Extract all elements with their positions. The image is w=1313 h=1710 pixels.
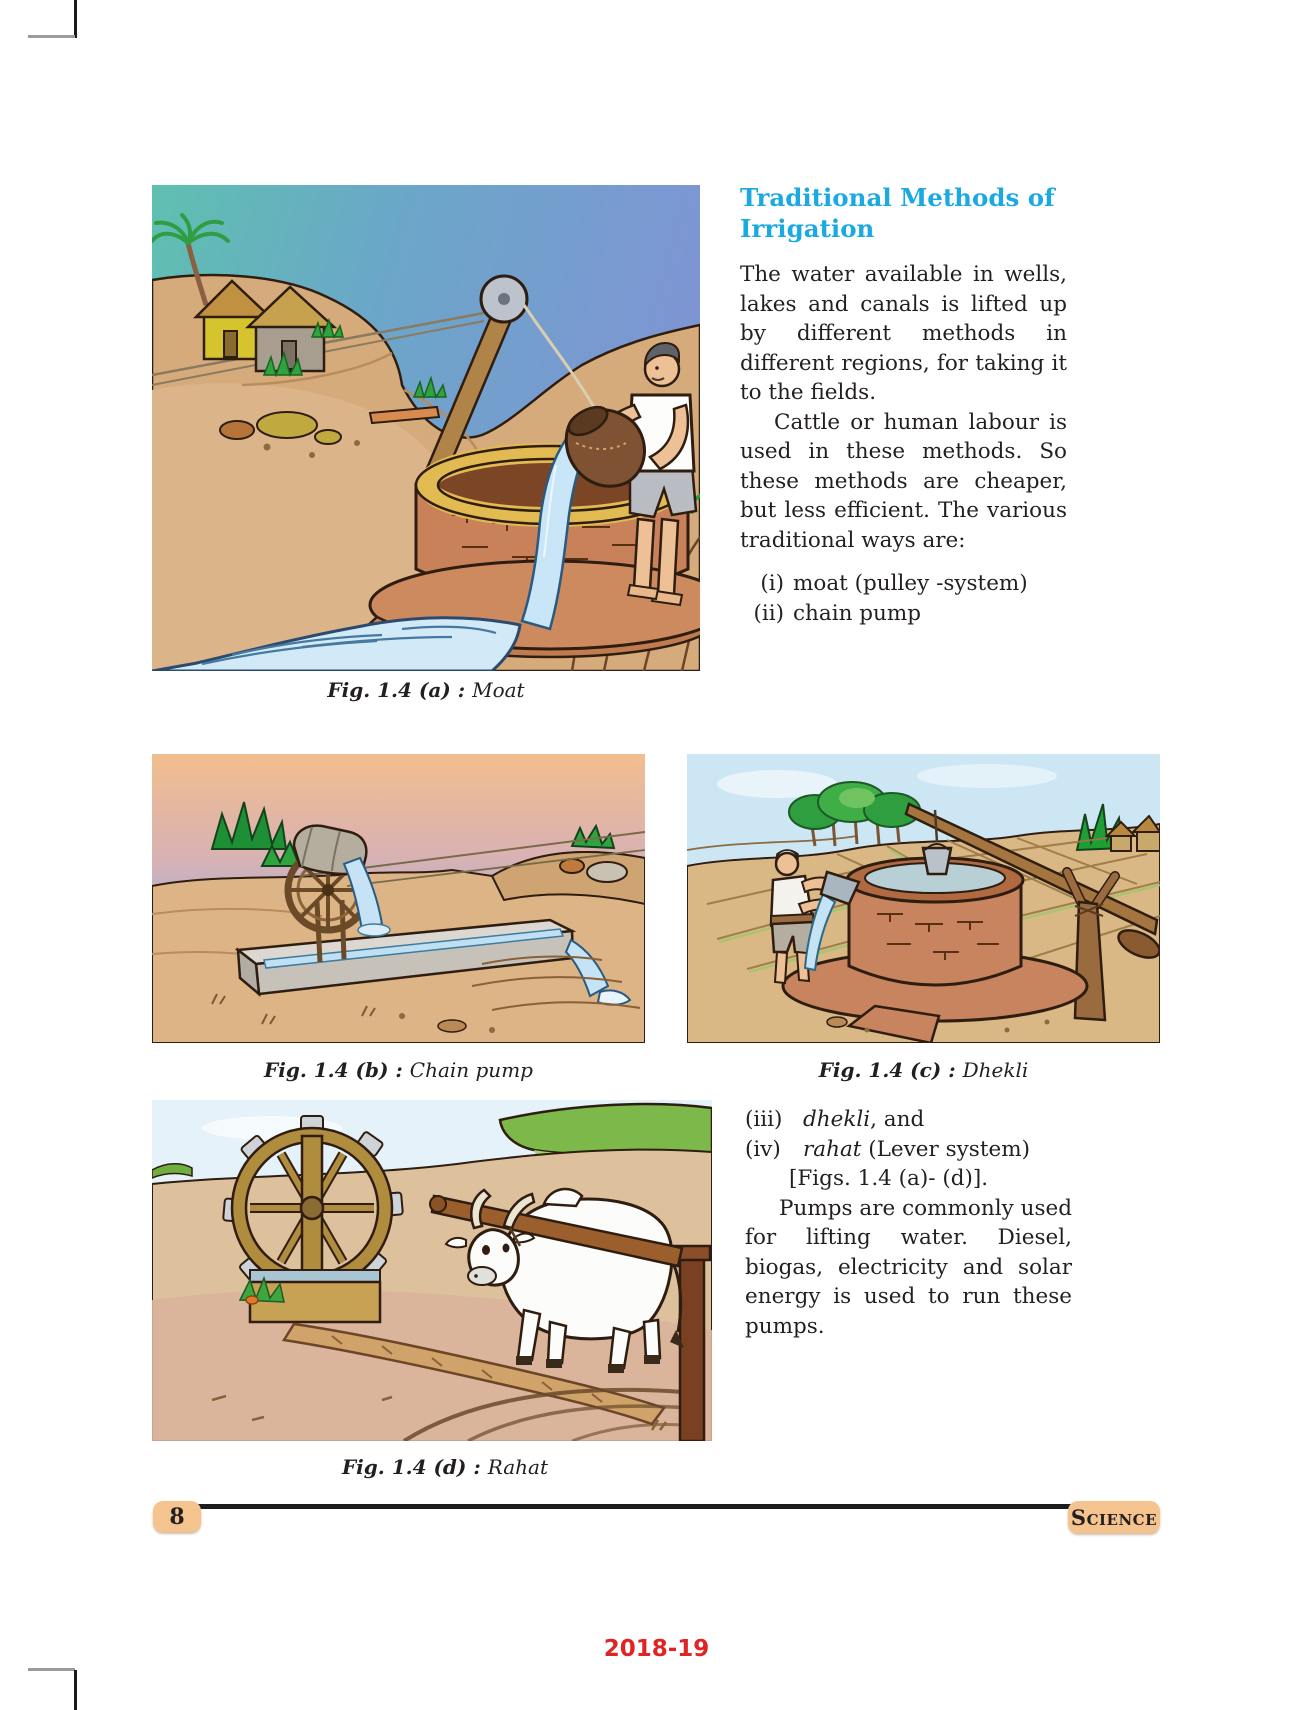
section-heading: Traditional Methods of Irrigation bbox=[740, 183, 1055, 243]
caption-label: Fig. 1.4 (a) : bbox=[327, 678, 466, 702]
book-title: Science bbox=[1070, 1504, 1158, 1530]
list-marker: (iv) bbox=[745, 1136, 781, 1162]
moat-illustration bbox=[152, 185, 700, 671]
caption-fig-b bbox=[152, 1058, 645, 1082]
paragraph-pumps: Pumps are commonly used for lifting water. Diesel, biogas, electricity and solar energy is used to run these pumps. bbox=[745, 1195, 1072, 1339]
paragraph-cattle-labour: Cattle or human labour is used in these methods. So these methods are cheaper, but less efficient. The various traditional ways are: bbox=[740, 409, 1067, 553]
crop-mark-bottom-vertical bbox=[74, 1670, 77, 1710]
figure-moat bbox=[152, 185, 700, 671]
figure-chain-pump bbox=[152, 754, 645, 1043]
dhekli-illustration bbox=[687, 754, 1160, 1043]
crop-mark-top-vertical bbox=[74, 0, 77, 38]
term-italic: rahat bbox=[803, 1136, 862, 1162]
list-text: chain pump bbox=[793, 600, 922, 626]
caption-title: Chain pump bbox=[409, 1058, 533, 1082]
list-marker: (iii) bbox=[745, 1107, 783, 1132]
caption-title: Moat bbox=[472, 678, 525, 702]
caption-label: Fig. 1.4 (b) : bbox=[264, 1058, 403, 1082]
figures-reference: [Figs. 1.4 (a)- (d)]. bbox=[789, 1166, 989, 1191]
list-text: moat (pulley -system) bbox=[793, 571, 1028, 596]
footer-rule bbox=[176, 1504, 1076, 1509]
caption-title: Dhekli bbox=[962, 1058, 1029, 1082]
list-item bbox=[745, 1135, 1072, 1165]
list-item bbox=[740, 569, 1067, 599]
text-column-top bbox=[740, 182, 1067, 628]
page-number-badge bbox=[153, 1501, 201, 1532]
crop-mark-bottom-horizontal bbox=[28, 1668, 75, 1671]
chain-pump-illustration bbox=[152, 754, 645, 1043]
list-marker: (ii) bbox=[753, 600, 784, 626]
crop-mark-top-horizontal bbox=[28, 35, 75, 38]
edition-year: 2018-19 bbox=[603, 1636, 710, 1662]
caption-fig-d bbox=[165, 1455, 725, 1479]
figure-dhekli bbox=[687, 754, 1160, 1043]
caption-fig-a bbox=[152, 678, 700, 702]
term-italic: dhekli bbox=[803, 1107, 871, 1132]
figure-rahat bbox=[152, 1100, 712, 1441]
caption-fig-c bbox=[687, 1058, 1160, 1082]
list-item bbox=[745, 1105, 1072, 1135]
traditional-ways-list bbox=[740, 569, 1067, 628]
book-title-badge bbox=[1068, 1501, 1160, 1533]
text-column-bottom bbox=[745, 1105, 1072, 1341]
caption-label: Fig. 1.4 (c) : bbox=[818, 1058, 956, 1082]
caption-title: Rahat bbox=[487, 1455, 549, 1479]
list-text: dhekli, and bbox=[803, 1107, 925, 1132]
list-marker: (i) bbox=[760, 571, 784, 596]
caption-label: Fig. 1.4 (d) : bbox=[341, 1455, 481, 1479]
list-item bbox=[740, 599, 1067, 629]
rahat-illustration bbox=[152, 1100, 712, 1441]
list-text: rahat (Lever system) bbox=[803, 1136, 1030, 1162]
page-number: 8 bbox=[169, 1503, 185, 1530]
paragraph-irrigation-intro: The water available in wells, lakes and canals is lifted up by different methods in different regions, for taking it to the fields. bbox=[740, 262, 1067, 405]
